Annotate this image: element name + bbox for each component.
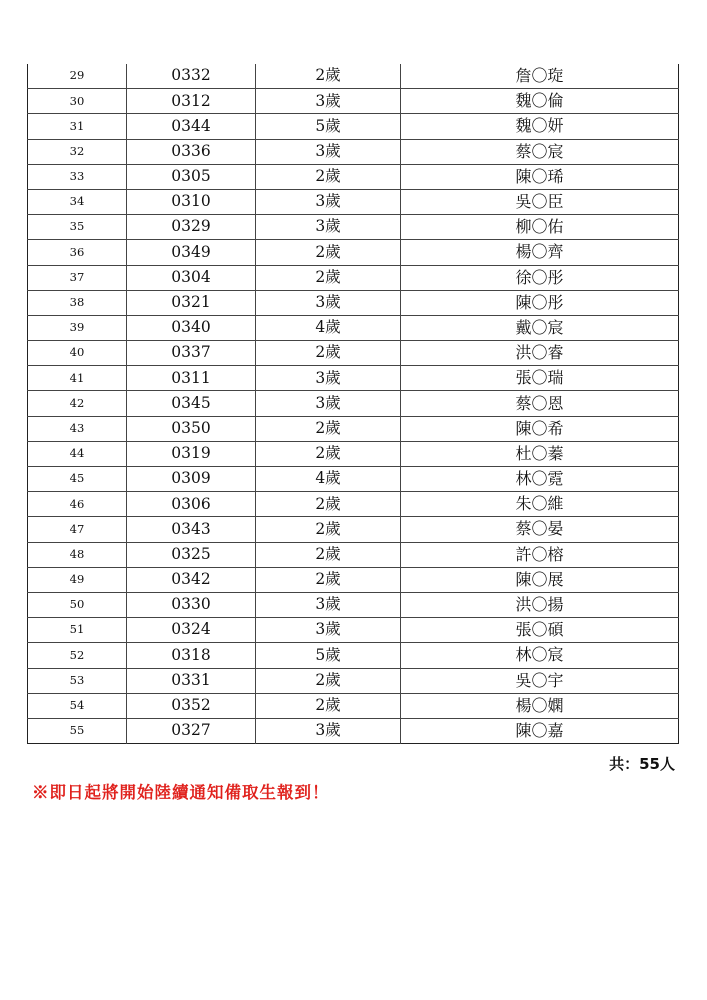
table-row <box>28 265 679 290</box>
table-row <box>28 467 679 492</box>
table-row <box>28 341 679 366</box>
student-id-cell: 0306 <box>127 492 256 517</box>
student-name-cell: 徐〇彤 <box>401 265 679 290</box>
age-cell: 2歲 <box>256 693 401 718</box>
student-id-cell: 0345 <box>127 391 256 416</box>
student-id-cell: 0325 <box>127 542 256 567</box>
student-name-cell: 杜〇蓁 <box>401 441 679 466</box>
student-name-cell: 陳〇展 <box>401 567 679 592</box>
student-id-cell: 0330 <box>127 592 256 617</box>
age-cell: 2歲 <box>256 416 401 441</box>
student-name-cell: 林〇宸 <box>401 643 679 668</box>
table-row <box>28 189 679 214</box>
table-row <box>28 416 679 441</box>
age-cell: 3歲 <box>256 89 401 114</box>
row-number-cell: 36 <box>28 240 127 265</box>
age-cell: 4歲 <box>256 315 401 340</box>
table-row <box>28 366 679 391</box>
student-id-cell: 0327 <box>127 718 256 743</box>
row-number-cell: 37 <box>28 265 127 290</box>
student-id-cell: 0342 <box>127 567 256 592</box>
table-row <box>28 542 679 567</box>
row-number-cell: 35 <box>28 215 127 240</box>
table-row <box>28 315 679 340</box>
student-id-cell: 0350 <box>127 416 256 441</box>
age-cell: 2歲 <box>256 164 401 189</box>
student-name-cell: 戴〇宸 <box>401 315 679 340</box>
row-number-cell: 30 <box>28 89 127 114</box>
student-id-cell: 0309 <box>127 467 256 492</box>
table-row <box>28 718 679 743</box>
age-cell: 2歲 <box>256 240 401 265</box>
table-row <box>28 693 679 718</box>
age-cell: 2歲 <box>256 265 401 290</box>
student-id-cell: 0324 <box>127 618 256 643</box>
row-number-cell: 53 <box>28 668 127 693</box>
age-cell: 2歲 <box>256 542 401 567</box>
student-name-cell: 陳〇嘉 <box>401 718 679 743</box>
age-cell: 2歲 <box>256 567 401 592</box>
student-id-cell: 0344 <box>127 114 256 139</box>
table-row <box>28 240 679 265</box>
student-name-cell: 陳〇彤 <box>401 290 679 315</box>
waitlist-notice: ※即日起將開始陸續通知備取生報到！ <box>32 783 330 802</box>
row-number-cell: 54 <box>28 693 127 718</box>
student-name-cell: 陳〇希 <box>401 416 679 441</box>
student-name-cell: 林〇霓 <box>401 467 679 492</box>
student-id-cell: 0318 <box>127 643 256 668</box>
student-id-cell: 0331 <box>127 668 256 693</box>
student-name-cell: 吳〇臣 <box>401 189 679 214</box>
table-row <box>28 618 679 643</box>
student-name-cell: 柳〇佑 <box>401 215 679 240</box>
student-name-cell: 魏〇妍 <box>401 114 679 139</box>
table-row <box>28 668 679 693</box>
row-number-cell: 34 <box>28 189 127 214</box>
age-cell: 2歲 <box>256 492 401 517</box>
age-cell: 4歲 <box>256 467 401 492</box>
table-row <box>28 290 679 315</box>
row-number-cell: 38 <box>28 290 127 315</box>
age-cell: 3歲 <box>256 139 401 164</box>
age-cell: 2歲 <box>256 517 401 542</box>
student-name-cell: 魏〇倫 <box>401 89 679 114</box>
table-row <box>28 215 679 240</box>
student-id-cell: 0336 <box>127 139 256 164</box>
student-id-cell: 0349 <box>127 240 256 265</box>
student-name-cell: 朱〇維 <box>401 492 679 517</box>
roster-table <box>27 64 679 744</box>
table-row <box>28 517 679 542</box>
row-number-cell: 32 <box>28 139 127 164</box>
age-cell: 3歲 <box>256 718 401 743</box>
row-number-cell: 55 <box>28 718 127 743</box>
row-number-cell: 46 <box>28 492 127 517</box>
student-name-cell: 蔡〇恩 <box>401 391 679 416</box>
table-row <box>28 441 679 466</box>
student-id-cell: 0319 <box>127 441 256 466</box>
student-name-cell: 吳〇宇 <box>401 668 679 693</box>
row-number-cell: 39 <box>28 315 127 340</box>
table-row <box>28 643 679 668</box>
age-cell: 3歲 <box>256 290 401 315</box>
row-number-cell: 40 <box>28 341 127 366</box>
student-id-cell: 0304 <box>127 265 256 290</box>
age-cell: 2歲 <box>256 668 401 693</box>
table-row <box>28 391 679 416</box>
student-id-cell: 0305 <box>127 164 256 189</box>
row-number-cell: 33 <box>28 164 127 189</box>
student-name-cell: 許〇榕 <box>401 542 679 567</box>
age-cell: 2歲 <box>256 64 401 89</box>
student-id-cell: 0332 <box>127 64 256 89</box>
student-id-cell: 0343 <box>127 517 256 542</box>
student-name-cell: 洪〇睿 <box>401 341 679 366</box>
row-number-cell: 42 <box>28 391 127 416</box>
age-cell: 3歲 <box>256 618 401 643</box>
age-cell: 5歲 <box>256 643 401 668</box>
row-number-cell: 41 <box>28 366 127 391</box>
student-name-cell: 陳〇琋 <box>401 164 679 189</box>
student-name-cell: 洪〇揚 <box>401 592 679 617</box>
age-cell: 5歲 <box>256 114 401 139</box>
student-name-cell: 蔡〇晏 <box>401 517 679 542</box>
student-id-cell: 0310 <box>127 189 256 214</box>
row-number-cell: 48 <box>28 542 127 567</box>
age-cell: 2歲 <box>256 341 401 366</box>
student-name-cell: 楊〇嫻 <box>401 693 679 718</box>
age-cell: 3歲 <box>256 366 401 391</box>
table-row <box>28 114 679 139</box>
row-number-cell: 44 <box>28 441 127 466</box>
table-row <box>28 64 679 89</box>
student-id-cell: 0329 <box>127 215 256 240</box>
student-name-cell: 詹〇琁 <box>401 64 679 89</box>
student-id-cell: 0337 <box>127 341 256 366</box>
student-name-cell: 張〇碩 <box>401 618 679 643</box>
table-row <box>28 164 679 189</box>
age-cell: 3歲 <box>256 592 401 617</box>
table-row <box>28 139 679 164</box>
row-number-cell: 47 <box>28 517 127 542</box>
student-id-cell: 0312 <box>127 89 256 114</box>
roster-table-body <box>28 64 679 744</box>
age-cell: 3歲 <box>256 215 401 240</box>
student-name-cell: 蔡〇宸 <box>401 139 679 164</box>
table-row <box>28 492 679 517</box>
age-cell: 3歲 <box>256 391 401 416</box>
student-name-cell: 張〇瑞 <box>401 366 679 391</box>
student-name-cell: 楊〇齊 <box>401 240 679 265</box>
row-number-cell: 31 <box>28 114 127 139</box>
table-row <box>28 89 679 114</box>
row-number-cell: 50 <box>28 592 127 617</box>
student-id-cell: 0340 <box>127 315 256 340</box>
row-number-cell: 52 <box>28 643 127 668</box>
student-id-cell: 0311 <box>127 366 256 391</box>
table-row <box>28 592 679 617</box>
row-number-cell: 49 <box>28 567 127 592</box>
row-number-cell: 43 <box>28 416 127 441</box>
student-id-cell: 0352 <box>127 693 256 718</box>
row-number-cell: 29 <box>69 68 85 83</box>
student-id-cell: 0321 <box>127 290 256 315</box>
total-count: 共：55人 <box>609 755 675 773</box>
table-row <box>28 567 679 592</box>
age-cell: 2歲 <box>256 441 401 466</box>
row-number-cell: 45 <box>28 467 127 492</box>
row-number-cell: 51 <box>28 618 127 643</box>
age-cell: 3歲 <box>256 189 401 214</box>
